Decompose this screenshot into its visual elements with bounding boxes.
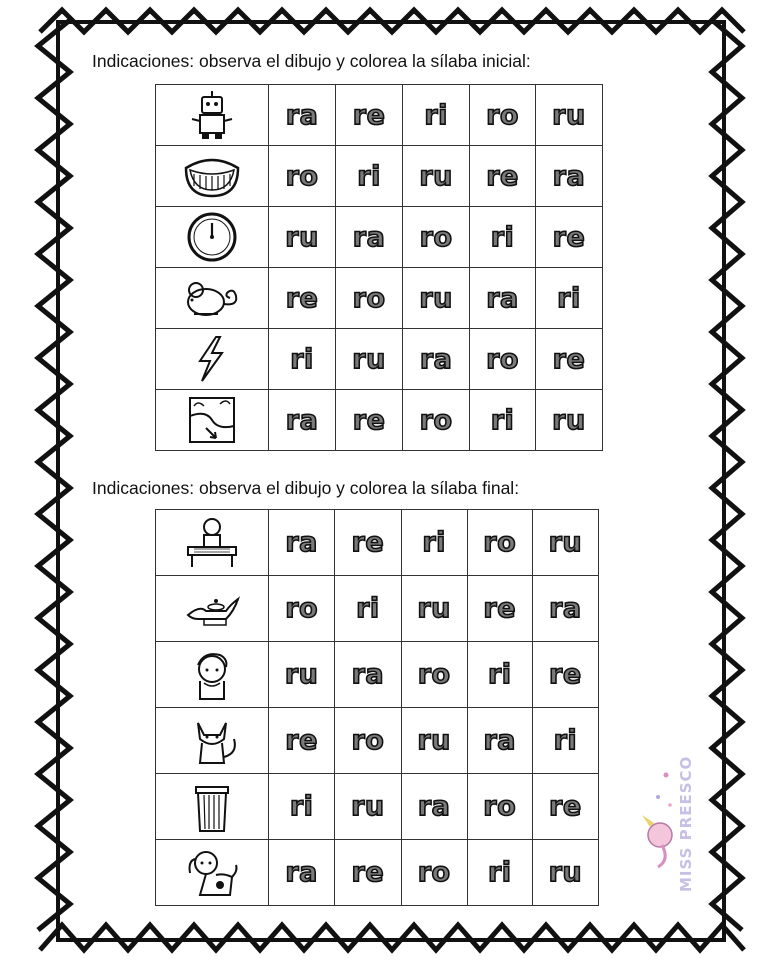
girl-at-desk-icon	[177, 515, 247, 571]
syllable-cell[interactable]	[269, 146, 336, 207]
table-row	[156, 329, 603, 390]
picture-cell	[156, 840, 269, 906]
syllable-text: ri	[356, 593, 380, 624]
syllable-text: ri	[422, 527, 446, 558]
syllable-text: ru	[352, 343, 386, 375]
syllable-cell[interactable]	[269, 207, 336, 268]
picture-cell	[156, 774, 269, 840]
syllable-text: ro	[483, 527, 517, 558]
syllable-text: re	[483, 593, 517, 624]
table-row	[156, 390, 603, 451]
syllable-text: ri	[487, 659, 512, 690]
syllable-cell[interactable]	[336, 207, 403, 268]
syllable-cell[interactable]	[401, 708, 467, 774]
syllable-text: ro	[285, 160, 319, 192]
syllable-cell[interactable]	[269, 576, 335, 642]
syllable-text: re	[285, 282, 319, 314]
syllable-cell[interactable]	[535, 207, 602, 268]
picture-cell	[156, 268, 269, 329]
picture-cell	[156, 329, 269, 390]
syllable-text: ru	[552, 99, 586, 131]
syllable-text: ra	[285, 527, 318, 558]
syllable-text: re	[552, 343, 586, 375]
syllable-cell[interactable]	[401, 840, 467, 906]
syllable-cell[interactable]	[336, 146, 403, 207]
syllable-text: ri	[487, 857, 512, 888]
syllable-text: ru	[548, 527, 583, 558]
syllable-cell[interactable]	[401, 774, 467, 840]
syllable-text: ro	[486, 99, 519, 131]
syllable-cell[interactable]	[336, 329, 403, 390]
syllable-text: ri	[557, 282, 581, 314]
syllable-cell[interactable]	[336, 268, 403, 329]
syllable-text: ru	[284, 659, 319, 690]
syllable-cell[interactable]	[532, 708, 598, 774]
syllable-text: ra	[552, 160, 586, 192]
syllable-text: ra	[483, 725, 516, 756]
picture-cell	[156, 85, 269, 146]
syllable-text: re	[549, 659, 582, 690]
syllable-cell[interactable]	[269, 708, 335, 774]
table-row	[156, 146, 603, 207]
syllable-cell[interactable]	[336, 85, 403, 146]
instruction-final-syllable: Indicaciones: observa el dibujo y colorea la sílaba final:	[92, 478, 520, 498]
syllable-cell[interactable]	[269, 510, 335, 576]
picture-cell	[156, 642, 269, 708]
syllable-cell[interactable]	[467, 510, 532, 576]
syllable-cell[interactable]	[269, 390, 336, 451]
syllable-cell[interactable]	[335, 510, 401, 576]
syllable-text: ru	[552, 404, 586, 436]
picture-cell	[156, 390, 269, 451]
syllable-cell[interactable]	[269, 642, 335, 708]
fox-icon	[177, 713, 247, 769]
syllable-cell[interactable]	[470, 85, 536, 146]
syllable-text: ru	[548, 857, 583, 888]
syllable-cell[interactable]	[269, 774, 335, 840]
dog-icon	[177, 845, 247, 901]
syllable-cell[interactable]	[470, 329, 536, 390]
syllable-text: ro	[419, 404, 453, 436]
logo-text: MISS PREESCO	[677, 755, 695, 892]
mouth-smile-icon	[177, 148, 247, 204]
syllable-cell[interactable]	[532, 774, 598, 840]
syllable-text: ro	[417, 659, 451, 690]
syllable-cell[interactable]	[403, 207, 470, 268]
syllable-cell[interactable]	[467, 774, 532, 840]
syllable-cell[interactable]	[403, 146, 470, 207]
syllable-text: ra	[417, 791, 451, 822]
syllable-text: ra	[419, 343, 453, 375]
picture-cell	[156, 576, 269, 642]
syllable-text: ri	[490, 221, 515, 253]
syllable-text: ra	[486, 282, 519, 314]
syllable-cell[interactable]	[335, 840, 401, 906]
syllable-cell[interactable]	[535, 390, 602, 451]
syllable-cell[interactable]	[269, 329, 336, 390]
table-row	[156, 708, 599, 774]
lightning-bolt-icon	[177, 331, 247, 387]
syllable-text: re	[549, 791, 582, 822]
syllable-cell[interactable]	[269, 268, 336, 329]
syllable-text: re	[351, 857, 385, 888]
syllable-text: ri	[490, 404, 515, 436]
syllable-text: ru	[351, 791, 385, 822]
syllable-cell[interactable]	[467, 708, 532, 774]
syllable-text: re	[552, 221, 586, 253]
syllable-text: ra	[351, 659, 385, 690]
syllable-text: ro	[351, 725, 385, 756]
syllable-cell[interactable]	[532, 510, 598, 576]
syllable-text: ra	[285, 404, 319, 436]
syllable-cell[interactable]	[335, 708, 401, 774]
syllable-text: ru	[417, 593, 451, 624]
syllable-text: ra	[549, 593, 582, 624]
syllable-cell[interactable]	[532, 576, 598, 642]
girl-thinking-icon	[177, 647, 247, 703]
syllable-text: ro	[419, 221, 453, 253]
syllable-text: re	[351, 527, 385, 558]
trash-can-icon	[177, 779, 247, 835]
table-row	[156, 774, 599, 840]
table-row	[156, 510, 599, 576]
syllable-cell[interactable]	[532, 840, 598, 906]
syllable-cell[interactable]	[401, 642, 467, 708]
table-row	[156, 576, 599, 642]
syllable-cell[interactable]	[403, 268, 470, 329]
picture-cell	[156, 510, 269, 576]
table-row	[156, 268, 603, 329]
syllable-text: re	[486, 160, 519, 192]
syllable-cell[interactable]	[535, 85, 602, 146]
clock-icon	[177, 209, 247, 265]
syllable-cell[interactable]	[535, 146, 602, 207]
syllable-text: ru	[285, 221, 319, 253]
syllable-text: ru	[417, 725, 451, 756]
picture-cell	[156, 146, 269, 207]
table-row	[156, 207, 603, 268]
syllable-cell[interactable]	[403, 329, 470, 390]
syllable-text: ri	[424, 99, 448, 131]
syllable-cell[interactable]	[467, 576, 532, 642]
picture-cell	[156, 207, 269, 268]
table-row	[156, 85, 603, 146]
syllable-cell[interactable]	[470, 268, 536, 329]
river-landscape-icon	[177, 392, 247, 448]
syllable-text: re	[352, 99, 386, 131]
syllable-cell[interactable]	[335, 642, 401, 708]
table-row	[156, 840, 599, 906]
syllable-cell[interactable]	[336, 390, 403, 451]
robot-icon	[177, 87, 247, 143]
syllable-text: ri	[553, 725, 578, 756]
syllable-text: ro	[417, 857, 451, 888]
syllable-table-initial	[155, 84, 603, 451]
syllable-text: ra	[285, 99, 319, 131]
syllable-text: ru	[419, 160, 453, 192]
syllable-cell[interactable]	[403, 390, 470, 451]
picture-cell	[156, 708, 269, 774]
syllable-cell[interactable]	[470, 207, 536, 268]
syllable-cell[interactable]	[269, 85, 336, 146]
table-row	[156, 642, 599, 708]
syllable-text: ri	[289, 791, 314, 822]
syllable-text: ri	[290, 343, 314, 375]
syllable-table-final	[155, 509, 599, 906]
syllable-text: ru	[419, 282, 453, 314]
syllable-text: re	[285, 725, 318, 756]
syllable-cell[interactable]	[470, 146, 536, 207]
syllable-cell[interactable]	[401, 510, 467, 576]
syllable-cell[interactable]	[335, 576, 401, 642]
syllable-cell[interactable]	[269, 840, 335, 906]
syllable-text: ro	[285, 593, 319, 624]
syllable-cell[interactable]	[535, 329, 602, 390]
mouse-icon	[177, 270, 247, 326]
syllable-text: ra	[352, 221, 386, 253]
instruction-initial-syllable: Indicaciones: observa el dibujo y colorea la sílaba inicial:	[92, 51, 531, 71]
syllable-cell[interactable]	[403, 85, 470, 146]
syllable-text: ro	[352, 282, 386, 314]
syllable-text: ro	[486, 343, 519, 375]
syllable-text: ri	[357, 160, 381, 192]
syllable-text: ro	[483, 791, 517, 822]
syllable-text: ra	[285, 857, 318, 888]
syllable-cell[interactable]	[401, 576, 467, 642]
syllable-text: re	[352, 404, 386, 436]
syllable-cell[interactable]	[467, 642, 532, 708]
syllable-cell[interactable]	[532, 642, 598, 708]
syllable-cell[interactable]	[535, 268, 602, 329]
syllable-cell[interactable]	[467, 840, 532, 906]
syllable-cell[interactable]	[470, 390, 536, 451]
syllable-cell[interactable]	[335, 774, 401, 840]
magic-lamp-icon	[177, 581, 247, 637]
